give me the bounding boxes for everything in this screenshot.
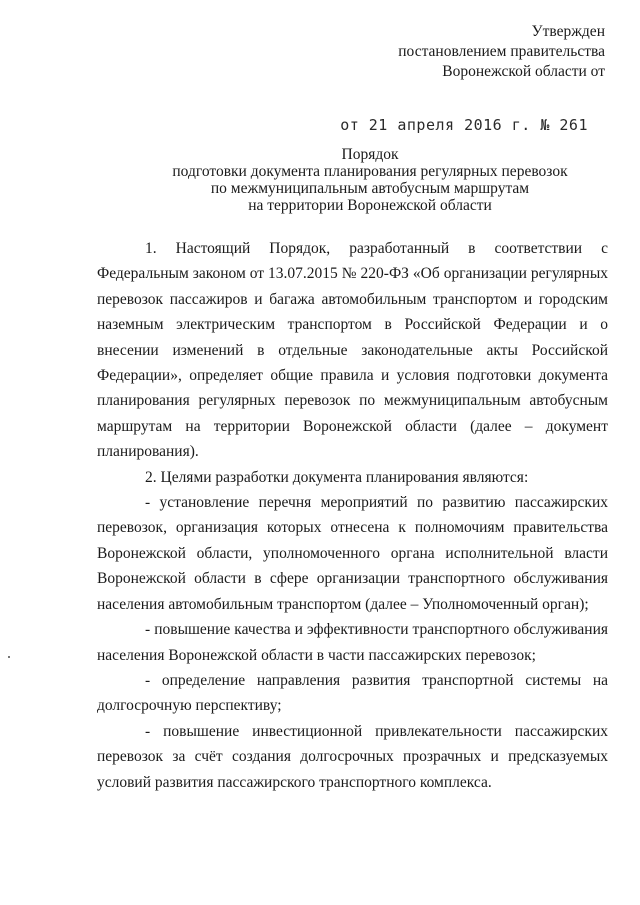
- approval-line-2: постановлением правительства: [398, 43, 605, 60]
- scan-mark: [8, 656, 10, 658]
- document-body: [97, 236, 608, 795]
- document-title: [160, 146, 580, 214]
- approval-block: [398, 22, 605, 82]
- title-line-3: по межмуниципальным автобусным маршрутам: [210, 180, 530, 197]
- list-item-2: - повышение качества и эффективности транспортного обслуживания населения Воронежской области в части пассажирских перевозок;: [97, 621, 608, 664]
- title-line-1: Порядок: [341, 146, 399, 163]
- list-item-4: - повышение инвестиционной привлекательности пассажирских перевозок за счёт создания долгосрочных прозрачных и предсказуемых условий развития пассажирского транспортного комплекса.: [97, 722, 608, 791]
- list-item-3: - определение направления развития транспортной системы на долгосрочную перспективу;: [97, 671, 608, 715]
- paragraph-1: 1. Настоящий Порядок, разработанный в соответствии с Федеральным законом от 13.07.2015 № 220-ФЗ «Об организации регулярных перевозок пассажиров и багажа автомобильным транспортом и городским наземным электрическим транспортом в Российской Федерации и о внесении изменений в отдельные законодательные акты Российской Федерации», определяет общие правила и условия подготовки документа планирования регулярных перевозок по межмуниципальным автобусным маршрутам на территории Воронежской области (далее – документ планирования).: [97, 240, 608, 461]
- approval-line-3: Воронежской области от: [442, 63, 605, 80]
- approval-line-1: Утвержден: [531, 23, 605, 40]
- paragraph-2: 2. Целями разработки документа планирования являются:: [145, 468, 529, 486]
- list-item-1: - установление перечня мероприятий по развитию пассажирских перевозок, организация которых отнесена к полномочиям правительства Воронежской области, уполномоченного органа исполнительной власти Воронежской области в сфере организации транспортного обслуживания населения автомобильным транспортом (далее – Уполномоченный орган);: [97, 494, 608, 613]
- title-line-4: на территории Воронежской области: [248, 197, 492, 214]
- approval-date-stamp: от 21 апреля 2016 г. № 261: [340, 116, 588, 134]
- title-line-2: подготовки документа планирования регулярных перевозок: [172, 163, 568, 180]
